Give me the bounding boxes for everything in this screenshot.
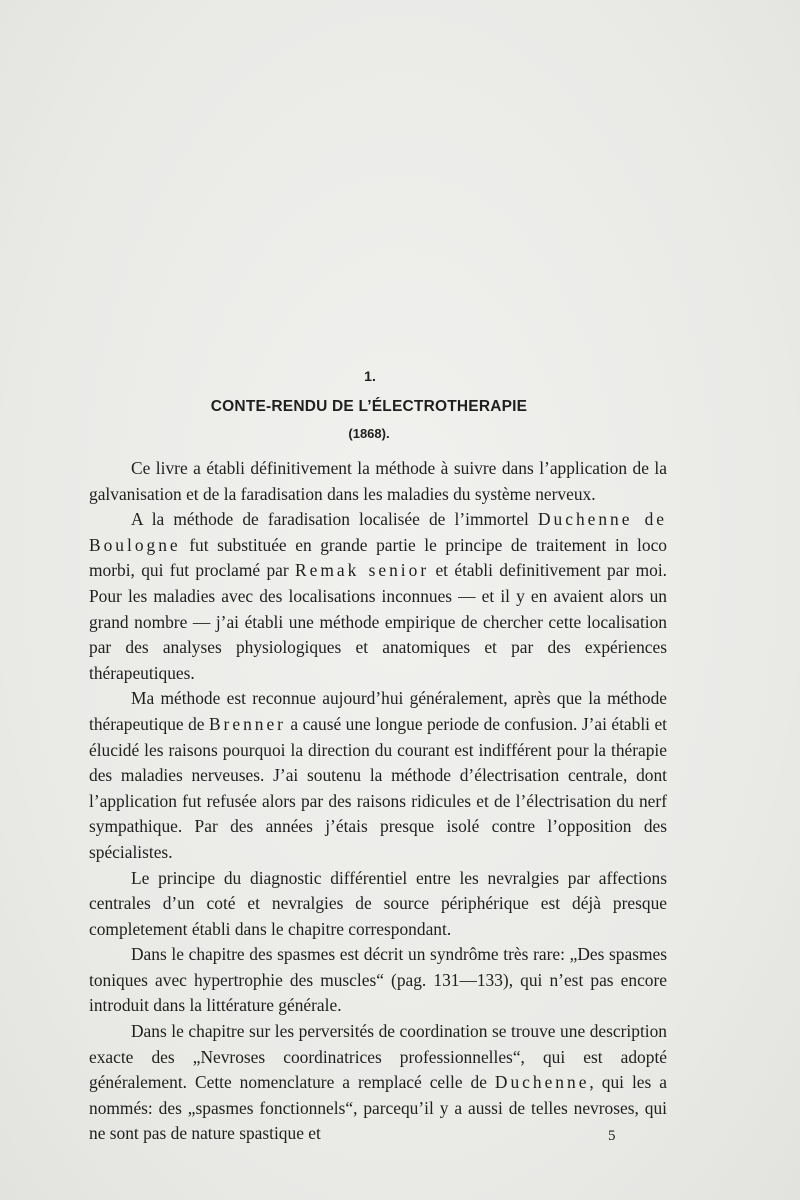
paragraph-6-text-a: Dans le chapitre sur les perversités de coordination se trouve une description exacte des „Nevroses coordinatrices professionnelles“, qui est adopté généralement. Cette nomenclature a remplacé celle de — [89, 1021, 667, 1093]
person-name-duchenne-de-boulogne: Duchenne de Boulogne — [89, 509, 667, 555]
person-name-remak-senior: Remak senior — [295, 560, 430, 581]
body-text — [89, 456, 667, 1147]
paragraph-2-text-b: fut substituée en grande partie le principe de traitement in loco morbi, qui fut proclamé par — [89, 534, 667, 581]
person-name-duchenne: Duchenne — [494, 1072, 590, 1093]
person-name-brenner: Brenner — [208, 713, 286, 734]
section-title: CONTE-RENDU DE L’ÉLECTROTHERAPIE — [210, 398, 528, 415]
section-year: (1868). — [348, 426, 390, 441]
paragraph-4: Le principe du diagnostic différentiel entre les nevralgies par affections centrales d’un coté et nevralgies de source périphérique est déjà presque completement établi dans le chapitre correspondant. — [89, 867, 667, 939]
paragraph-3-text-b: a causé une longue periode de confusion. J’ai établi et élucidé les raisons pourquoi la direction du courant est indifférent pour la thérapie des maladies nerveuses. J’ai soutenu la méthode d’électrisation centrale, dont l’application fut refusée alors par des raisons ridicules et de l’électrisation du nerf sympathique. Par des années j’étais presque isolé contre l’opposition des spécialistes. — [89, 713, 667, 862]
paragraph-6 — [89, 1019, 667, 1147]
paragraph-2-text-a: A la méthode de faradisation localisée de l’immortel — [131, 509, 538, 530]
paragraph-2 — [89, 507, 667, 686]
page-number: 5 — [608, 1128, 616, 1144]
paragraph-5: Dans le chapitre des spasmes est décrit un syndrôme très rare: „Des spasmes toniques avec hypertrophie des muscles“ (pag. 131—133), qui n’est pas encore introduit dans la littérature générale. — [89, 944, 667, 1016]
paragraph-3-text-a: Ma méthode est reconnue aujourd’hui généralement, après que la méthode thérapeutique de — [89, 688, 667, 734]
section-number: 1. — [364, 368, 376, 384]
paragraph-1: Ce livre a établi définitivement la méthode à suivre dans l’application de la galvanisation et de la faradisation dans les maladies du système nerveux. — [89, 458, 667, 504]
paragraph-6-text-b: , qui les a nommés: des „spasmes fonctionnels“, parcequ’il y a aussi de telles nevroses, qui ne sont pas de nature spastique et — [89, 1072, 667, 1144]
paragraph-3 — [89, 686, 667, 865]
paragraph-2-text-c: et établi definitivement par moi. Pour les maladies avec des localisations inconnues — et il y en avaient alors un grand nombre — j’ai établi une méthode empirique de chercher cette localisation par des analyses physiologiques et anatomiques et par des expériences thérapeutiques. — [89, 560, 667, 683]
